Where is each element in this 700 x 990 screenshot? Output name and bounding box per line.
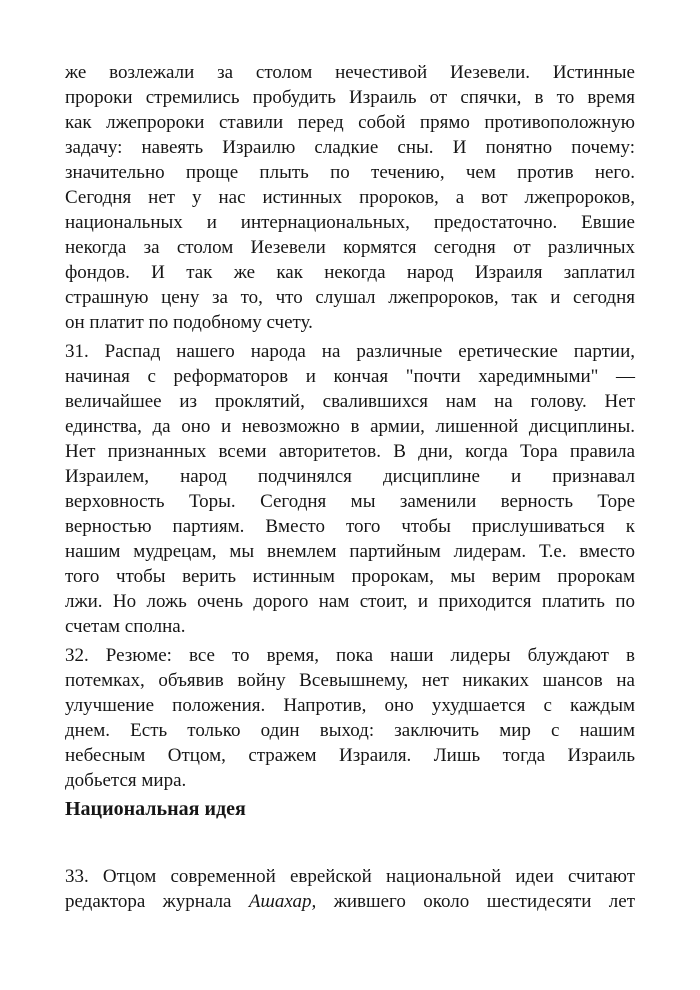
text-line bbox=[65, 285, 635, 310]
paragraph-33 bbox=[65, 864, 635, 914]
text-run: единства, да оно и невозможно в армии, лишенной дисциплины. bbox=[65, 416, 635, 437]
text-line bbox=[65, 864, 635, 889]
text-line bbox=[65, 643, 635, 668]
text-run: Национальная идея bbox=[65, 798, 246, 820]
text-line bbox=[65, 718, 635, 743]
text-line bbox=[65, 185, 635, 210]
text-line bbox=[65, 235, 635, 260]
text-line bbox=[65, 514, 635, 539]
text-line bbox=[65, 564, 635, 589]
text-line bbox=[65, 439, 635, 464]
text-line bbox=[65, 85, 635, 110]
paragraph-32 bbox=[65, 643, 635, 793]
text-line bbox=[65, 339, 635, 364]
text-line bbox=[65, 768, 635, 793]
page-content bbox=[65, 0, 635, 918]
text-run: Сегодня нет у нас истинных пророков, а вот лжепророков, bbox=[65, 187, 635, 208]
text-run: он платит по подобному счету. bbox=[65, 312, 313, 333]
text-run: верностью партиям. Вместо того чтобы прислушиваться к bbox=[65, 516, 635, 537]
text-run: пророки стремились пробудить Израиль от спячки, в то время bbox=[65, 87, 635, 108]
text-run: 33. Отцом современной еврейской национальной идеи считают bbox=[65, 866, 635, 887]
text-run: того чтобы верить истинным пророкам, мы верим пророкам bbox=[65, 566, 635, 587]
text-run: верховность Торы. Сегодня мы заменили верность Торе bbox=[65, 491, 635, 512]
text-run: нашим мудрецам, мы внемлем партийным лидерам. Т.е. вместо bbox=[65, 541, 635, 562]
text-line bbox=[65, 614, 635, 639]
text-line bbox=[65, 464, 635, 489]
text-run: начиная с реформаторов и кончая "почти харедимными" — bbox=[65, 366, 635, 387]
text-line bbox=[65, 310, 635, 335]
text-run: величайшее из проклятий, свалившихся нам на голову. Нет bbox=[65, 391, 635, 412]
text-line bbox=[65, 889, 635, 914]
text-run: как лжепророки ставили перед собой прямо противоположную bbox=[65, 112, 635, 133]
text-run: лжи. Но ложь очень дорого нам стоит, и приходится платить по bbox=[65, 591, 635, 612]
text-run: потемках, объявив войну Всевышнему, нет никаких шансов на bbox=[65, 670, 635, 691]
text-line bbox=[65, 160, 635, 185]
text-run: национальных и интернациональных, предостаточно. Евшие bbox=[65, 212, 635, 233]
text-run: 32. Резюме: все то время, пока наши лидеры блуждают в bbox=[65, 645, 635, 666]
text-run: счетам сполна. bbox=[65, 616, 186, 637]
text-line bbox=[65, 60, 635, 85]
text-run: днем. Есть только один выход: заключить мир с нашим bbox=[65, 720, 635, 741]
text-run: некогда за столом Иезевели кормятся сегодня от различных bbox=[65, 237, 635, 258]
text-run: значительно проще плыть по течению, чем против него. bbox=[65, 162, 635, 183]
paragraph-31 bbox=[65, 339, 635, 639]
text-line bbox=[65, 489, 635, 514]
text-line bbox=[65, 668, 635, 693]
text-line bbox=[65, 135, 635, 160]
text-line bbox=[65, 414, 635, 439]
text-line bbox=[65, 364, 635, 389]
text-line bbox=[65, 110, 635, 135]
text-line bbox=[65, 693, 635, 718]
text-run: 31. Распад нашего народа на различные еретические партии, bbox=[65, 341, 635, 362]
section-heading bbox=[65, 797, 635, 822]
section-heading-text bbox=[65, 797, 635, 822]
text-run: задачу: навеять Израилю сладкие сны. И понятно почему: bbox=[65, 137, 635, 158]
italic-journal-title: Ашахар, bbox=[248, 891, 317, 912]
text-run: улучшение положения. Напротив, оно ухудшается с каждым bbox=[65, 695, 635, 716]
paragraph-continuation bbox=[65, 60, 635, 335]
text-line bbox=[65, 743, 635, 768]
text-run: фондов. И так же как некогда народ Израиля заплатил bbox=[65, 262, 635, 283]
text-run: небесным Отцом, стражем Израиля. Лишь тогда Израиль bbox=[65, 745, 635, 766]
text-line bbox=[65, 539, 635, 564]
text-run: жившего около шестидесяти лет bbox=[316, 891, 635, 912]
text-run: страшную цену за то, что слушал лжепророков, так и сегодня bbox=[65, 287, 635, 308]
text-run: Израилем, народ подчинялся дисциплине и признавал bbox=[65, 466, 635, 487]
text-run: редактора журнала bbox=[65, 891, 249, 912]
text-line bbox=[65, 589, 635, 614]
text-run: же возлежали за столом нечестивой Иезевели. Истинные bbox=[65, 62, 635, 83]
text-line bbox=[65, 260, 635, 285]
text-line bbox=[65, 210, 635, 235]
text-run: Нет признанных всеми авторитетов. В дни, когда Тора правила bbox=[65, 441, 635, 462]
text-run: добьется мира. bbox=[65, 770, 187, 791]
text-line bbox=[65, 389, 635, 414]
